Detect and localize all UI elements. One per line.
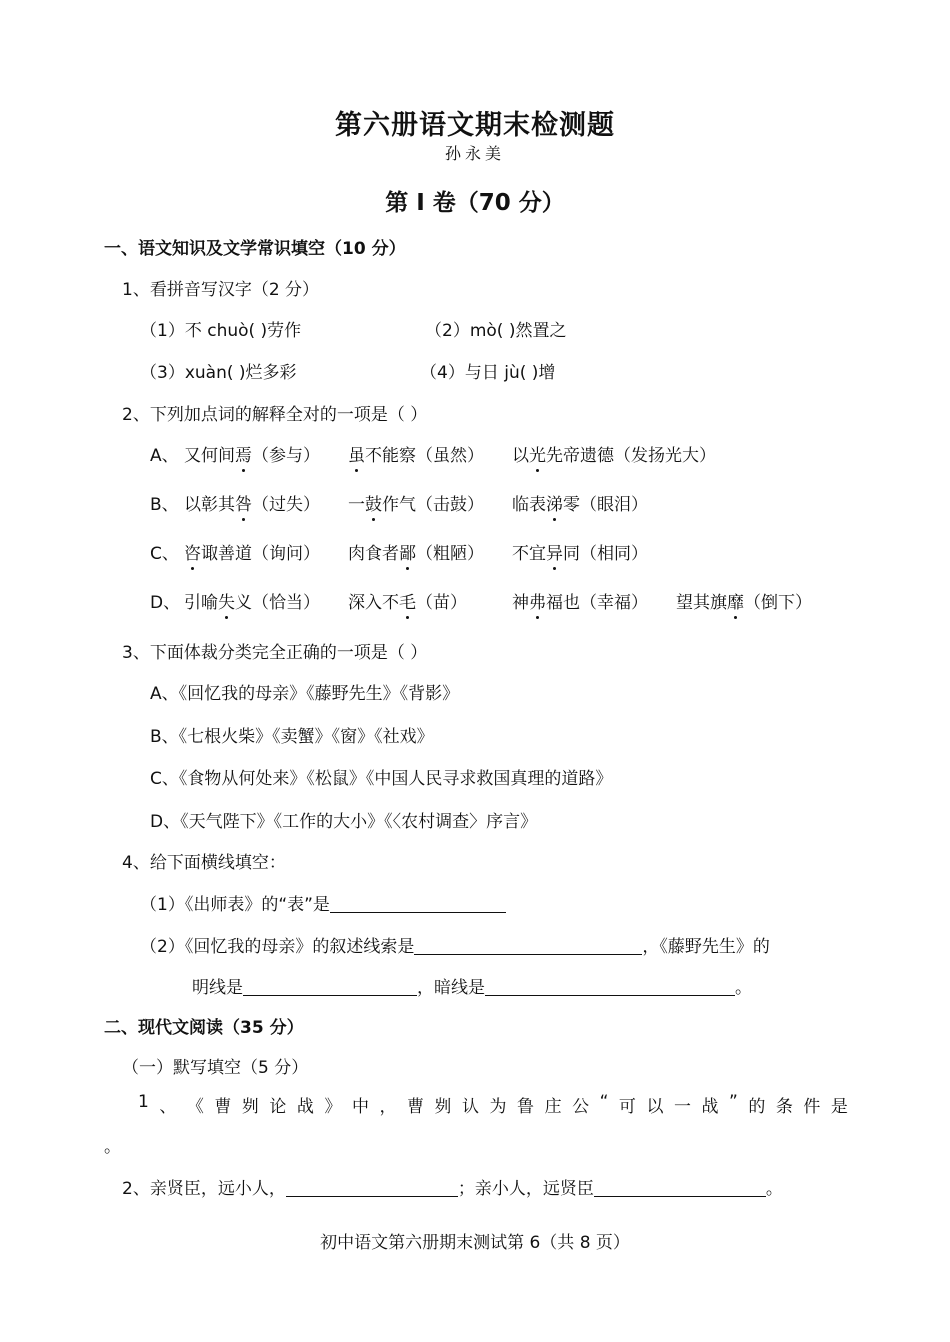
q3-option-d: D、《天气陛下》《工作的大小》《〈农村调查〉序言》	[150, 812, 538, 832]
q2-option-d-term-1: 引喻失义（恰当）	[184, 588, 320, 613]
q2-option-a-term-1: 又何间焉（参与）	[184, 441, 320, 466]
q2-option-b-term-2: 一鼓作气（击鼓）	[348, 490, 484, 515]
q4-line-3: 明线是 ，暗线是 。	[192, 978, 752, 998]
q2-option-c-term-2: 肉食者鄙（粗陋）	[348, 539, 484, 564]
q2-option-c-letter: C、	[150, 544, 179, 564]
q2-option-a-term-2: 虽不能察（虽然）	[348, 441, 484, 466]
answer-blank[interactable]	[330, 896, 506, 913]
reading-item-1: 1 、 《 曹 刿 论 战 》 中 ， 曹 刿 认 为 鲁 庄 公 “ 可 以 一 战 ” 的 条 件 是	[138, 1092, 848, 1117]
q1-item-1: （1）不 chuò( )劳作	[140, 321, 302, 341]
answer-blank[interactable]	[286, 1180, 458, 1197]
q1-item-3: （3）xuàn( )烂多彩	[140, 363, 297, 383]
q2-option-b-letter: B、	[150, 495, 179, 515]
q2-option-c-term-3: 不宜异同（相同）	[512, 539, 648, 564]
question-3-stem: 3、下面体裁分类完全正确的一项是（ ）	[122, 643, 428, 663]
q4-line-2: （2）《回忆我的母亲》的叙述线索是 ，《藤野先生》的	[140, 937, 770, 957]
answer-blank[interactable]	[594, 1180, 766, 1197]
q2-option-a-letter: A、	[150, 446, 179, 466]
reading-item-1-end: 。	[104, 1137, 121, 1157]
q1-item-4: （4）与日 jù( )增	[420, 363, 556, 383]
answer-blank[interactable]	[243, 979, 417, 996]
question-1-stem: 1、看拼音写汉字（2 分）	[122, 280, 320, 300]
reading-item-2: 2、亲贤臣，远小人， ；亲小人，远贤臣 。	[122, 1179, 783, 1199]
author: 孙永美	[444, 144, 505, 163]
q2-option-a-term-3: 以光先帝遗德（发扬光大）	[512, 441, 716, 466]
q4-line-1: （1）《出师表》的“表”是	[140, 890, 506, 915]
q3-option-c: C、《食物从何处来》《松鼠》《中国人民寻求救国真理的道路》	[150, 769, 613, 789]
volume-heading: 第 I 卷（70 分）	[385, 190, 565, 216]
q2-option-b-term-1: 以彰其咎（过失）	[184, 490, 320, 515]
q3-option-a: A、《回忆我的母亲》《藤野先生》《背影》	[150, 684, 460, 704]
q2-option-d-term-3: 神弗福也（幸福）	[512, 588, 648, 613]
q2-option-c-term-1: 咨诹善道（询问）	[184, 539, 320, 564]
answer-blank[interactable]	[485, 979, 735, 996]
page-footer: 初中语文第六册期末测试第 6（共 8 页）	[320, 1233, 630, 1253]
answer-blank[interactable]	[414, 938, 642, 955]
question-4-stem: 4、给下面横线填空：	[122, 853, 286, 873]
question-2-stem: 2、下列加点词的解释全对的一项是（ ）	[122, 405, 428, 425]
section-1-heading: 一、语文知识及文学常识填空（10 分）	[104, 239, 406, 259]
reading-part-1: （一）默写填空（5 分）	[122, 1058, 309, 1078]
q2-option-d-term-4: 望其旗靡（倒下）	[676, 588, 812, 613]
page-title: 第六册语文期末检测题	[335, 110, 615, 141]
q1-item-2: （2）mò( )然置之	[425, 321, 567, 341]
section-2-heading: 二、现代文阅读（35 分）	[104, 1018, 304, 1038]
q3-option-b: B、《七根火柴》《卖蟹》《窗》《社戏》	[150, 727, 434, 747]
q2-option-b-term-3: 临表涕零（眼泪）	[512, 490, 648, 515]
q2-option-d-term-2: 深入不毛（苗）	[348, 588, 467, 613]
q2-option-d-letter: D、	[150, 593, 181, 613]
